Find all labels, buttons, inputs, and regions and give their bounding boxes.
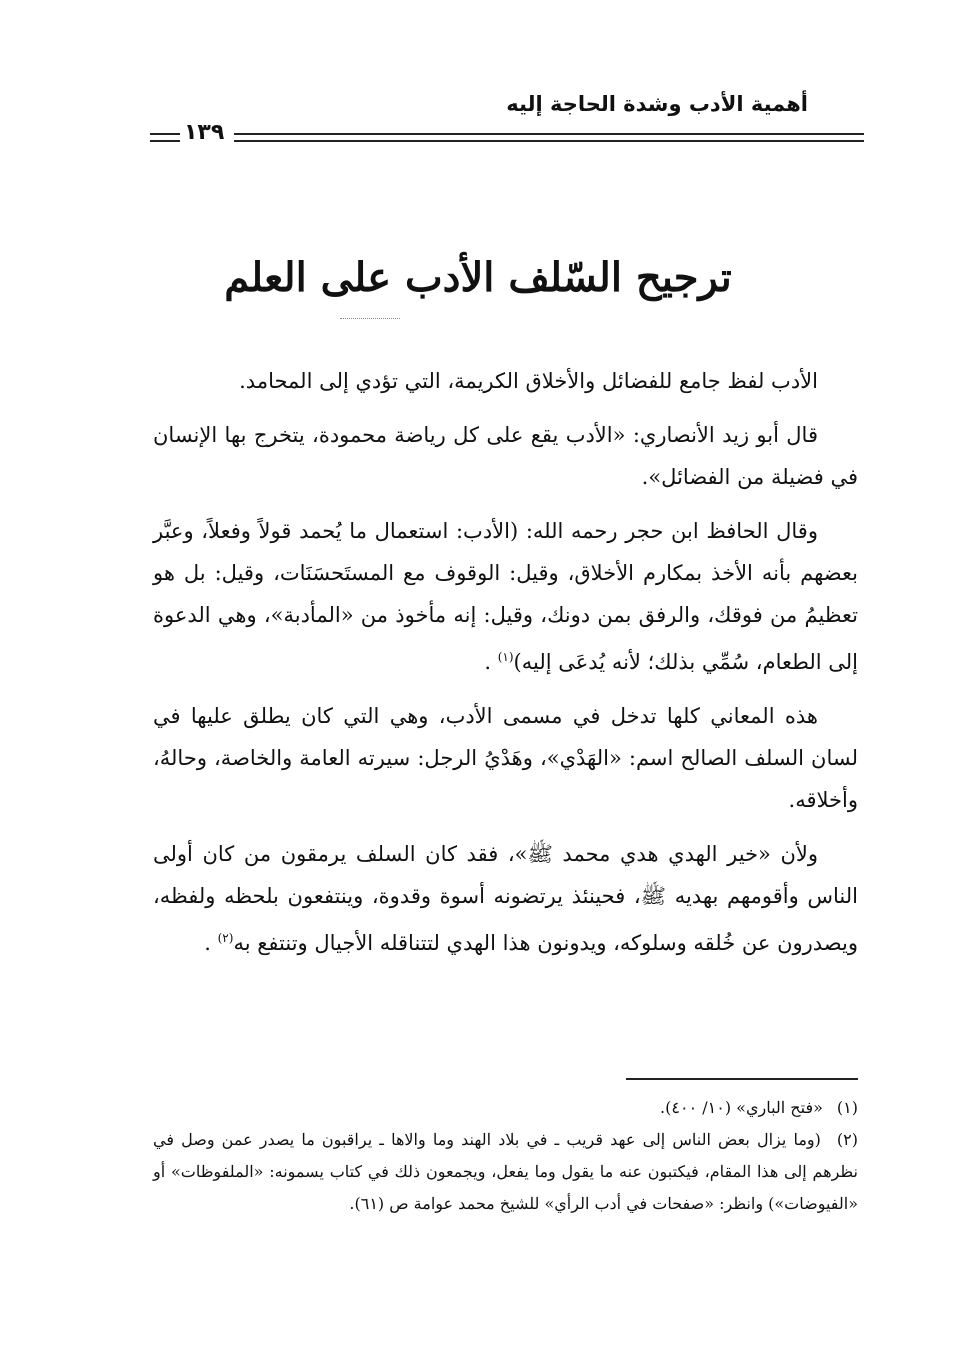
paragraph-text: قال أبو زيد الأنصاري: «الأدب يقع على كل رياضة محمودة، يتخرج بها الإنسان في فضيلة من الفضائل».	[153, 423, 858, 489]
footnotes	[153, 1092, 858, 1220]
footnote-separator	[626, 1078, 858, 1080]
footnote-reference: (٢)	[217, 931, 234, 945]
footnote-number: (٢)	[836, 1130, 858, 1149]
title-underline	[340, 318, 400, 319]
paragraph	[153, 695, 858, 821]
paragraph-text: ولأن «خير الهدي هدي محمد ﷺ»، فقد كان السلف يرمقون من كان أولى الناس وأقومهم بهديه ﷺ، فحينئذ يرتضونه أسوة وقدوة، وينتفعون بلحظه ولفظه، ويصدرون عن خُلقه وسلوكه، ويدونون هذا الهدي لتتناقله الأجيال وتنتفع به	[153, 842, 858, 955]
paragraph	[153, 833, 858, 964]
page-number: ١٣٩	[184, 120, 225, 145]
header-rule	[150, 120, 864, 146]
footnote	[153, 1124, 858, 1220]
footnote-text: (وما يزال بعض الناس إلى عهد قريب ـ في بلاد الهند وما والاها ـ يراقبون ما يصدر عمن وصل في نظرهم إلى هذا المقام، فيكتبون عنه ما يقول وما يفعل، ويجمعون ذلك في كتاب يسمونه: «الملفوظات» أو «الفيوضات») وانظر: «صفحات في أدب الرأي» للشيخ محمد عوامة ص (٦١).	[153, 1130, 858, 1213]
chapter-title: ترجيح السّلف الأدب على العلم	[224, 254, 732, 301]
header-rule-right-segment	[234, 133, 864, 142]
footnote-reference: (١)	[497, 650, 514, 664]
paragraph-text: الأدب لفظ جامع للفضائل والأخلاق الكريمة، التي تؤدي إلى المحامد.	[239, 369, 818, 393]
footnote	[153, 1092, 858, 1124]
footnote-text: «فتح الباري» (١٠/ ٤٠٠).	[660, 1098, 823, 1117]
paragraph	[153, 510, 858, 683]
header-rule-left-segment	[150, 133, 180, 142]
footnote-number: (١)	[836, 1098, 858, 1117]
paragraph-tail: .	[484, 650, 492, 674]
paragraph	[153, 360, 858, 402]
running-head-title: أهمية الأدب وشدة الحاجة إليه	[506, 92, 808, 116]
paragraph	[153, 414, 858, 498]
paragraph-tail: .	[204, 931, 211, 955]
paragraph-text: هذه المعاني كلها تدخل في مسمى الأدب، وهي التي كان يطلق عليها في لسان السلف الصالح اسم: «الهَدْي»، وهَدْيُ الرجل: سيرته العامة والخاصة، وحالهُ، وأخلاقه.	[153, 704, 858, 812]
paragraph-text: وقال الحافظ ابن حجر رحمه الله: (الأدب: استعمال ما يُحمد قولاً وفعلاً، وعبَّر بعضهم بأنه الأخذ بمكارم الأخلاق، وقيل: الوقوف مع المستَحسَنَات، وقيل: بل هو تعظيمُ من فوقك، والرفق بمن دونك، وقيل: إنه مأخوذ من «المأدبة»، وهي الدعوة إلى الطعام، سُمِّي بذلك؛ لأنه يُدعَى إليه)	[153, 519, 858, 674]
body-text	[153, 360, 858, 976]
